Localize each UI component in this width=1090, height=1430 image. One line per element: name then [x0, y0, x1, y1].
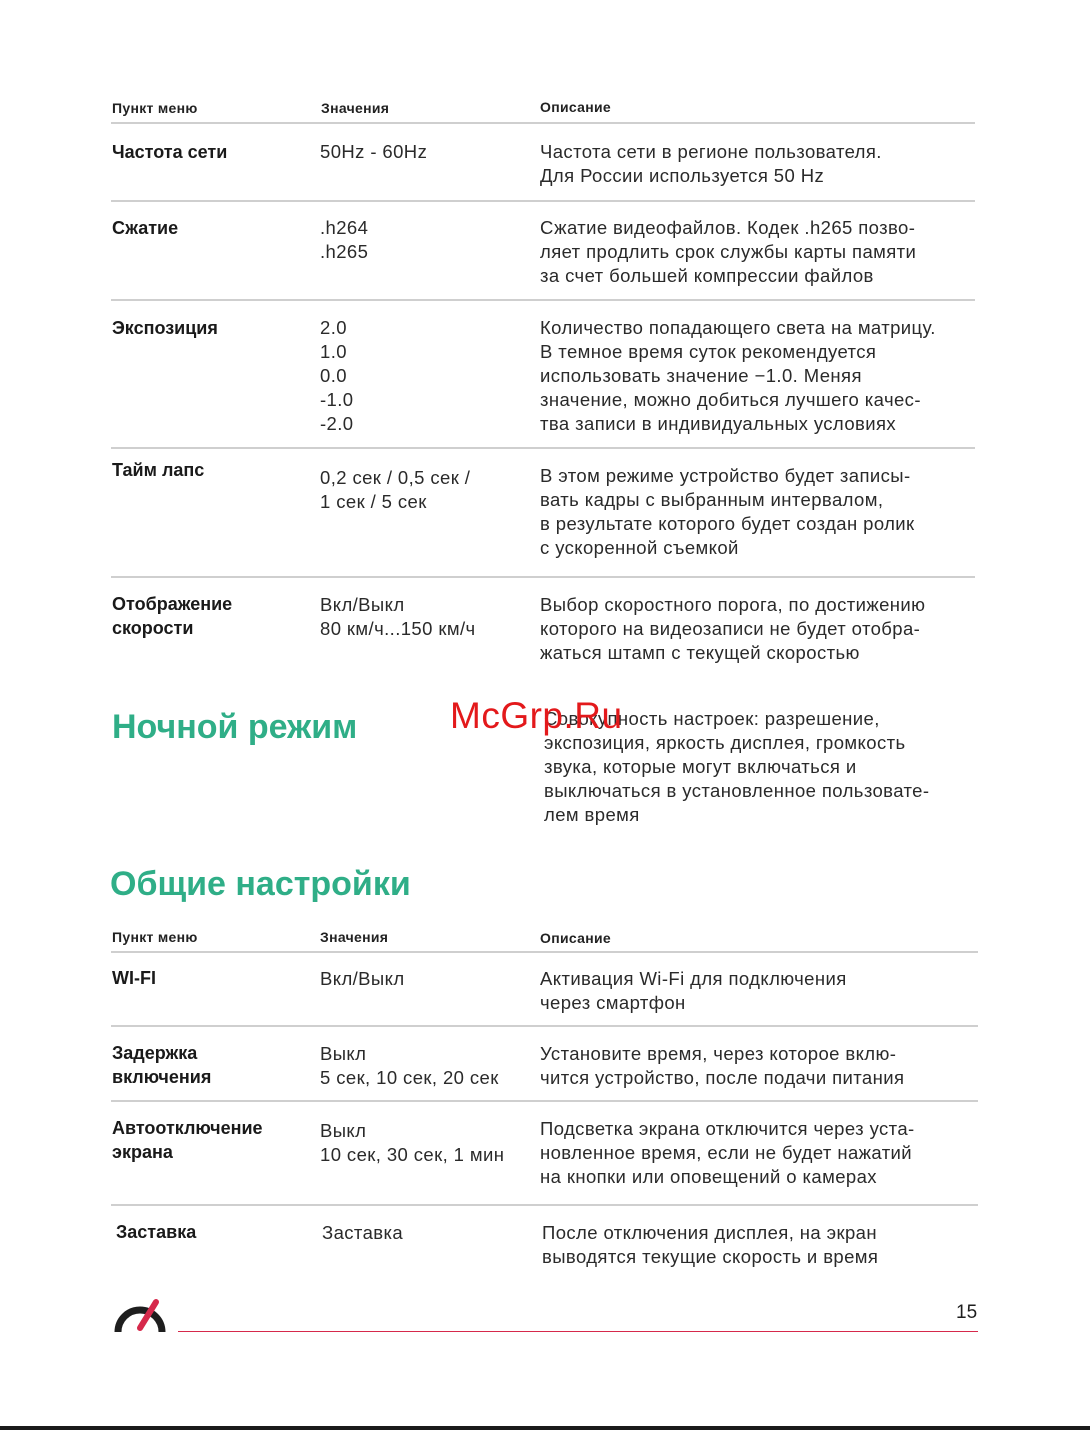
row-values-time-lapse: 0,2 сек / 0,5 сек / 1 сек / 5 сек	[320, 467, 471, 512]
night-mode-title: Ночной режим	[112, 708, 358, 746]
row-values-compression: .h264 .h265	[320, 217, 369, 262]
col-header-description: Описание	[540, 99, 611, 115]
row-divider	[111, 200, 975, 202]
row-values-exposure: 2.0 1.0 0.0 -1.0 -2.0	[320, 317, 354, 434]
row-divider	[111, 1204, 978, 1206]
row-desc-screensaver: После отключения дисплея, на экран выводятся текущие скорость и время	[542, 1222, 879, 1267]
row-name-screensaver: Заставка	[116, 1222, 197, 1242]
scan-edge	[0, 1426, 1090, 1430]
row-divider	[111, 299, 975, 301]
row-name-time-lapse: Тайм лапс	[112, 460, 205, 480]
col-header-description: Описание	[540, 930, 611, 946]
row-values-network-frequency: 50Hz - 60Hz	[320, 141, 428, 162]
row-values-speed-display: Вкл/Выкл 80 км/ч...150 км/ч	[320, 594, 476, 639]
row-name-wifi: WI-FI	[112, 968, 156, 988]
row-desc-wifi: Активация Wi-Fi для подключения через смартфон	[540, 968, 847, 1013]
row-name-network-frequency: Частота сети	[112, 142, 228, 162]
footer-rule	[178, 1331, 978, 1332]
row-name-exposure: Экспозиция	[112, 318, 218, 338]
watermark: McGrp.Ru	[450, 695, 623, 736]
speedometer-icon	[110, 1292, 170, 1336]
row-name-compression: Сжатие	[112, 218, 179, 238]
row-values-screen-auto-off: Выкл 10 сек, 30 сек, 1 мин	[320, 1120, 505, 1165]
row-desc-exposure: Количество попадающего света на матрицу. В темное время суток рекомендуется использовать значение −1.0. Меняя значение, можно добиться лучшего качес- тва записи в индивидуальных условиях	[540, 317, 936, 434]
row-divider	[111, 576, 975, 578]
row-divider	[111, 1025, 978, 1027]
row-desc-speed-display: Выбор скоростного порога, по достижению которого на видеозаписи не будет отобра- жаться штамп с текущей скоростью	[540, 594, 926, 663]
col-header-values: Значения	[320, 929, 389, 945]
header-divider	[111, 122, 975, 124]
header-divider	[111, 951, 978, 953]
row-desc-power-on-delay: Установите время, через которое вклю- чится устройство, после подачи питания	[540, 1043, 905, 1088]
row-desc-screen-auto-off: Подсветка экрана отключится через уста- новленное время, если не будет нажатий на кнопки или оповещений о камерах	[540, 1118, 915, 1187]
page-number: 15	[956, 1302, 978, 1323]
col-header-item: Пункт меню	[112, 100, 198, 116]
night-mode-description: Совокупность настроек: разрешение, экспозиция, яркость дисплея, громкость звука, которые могут включаться и выключаться в установленное пользовате- лем время	[544, 708, 930, 825]
row-divider	[111, 1100, 978, 1102]
col-header-values: Значения	[321, 100, 390, 116]
row-name-power-on-delay: Задержка включения	[112, 1043, 212, 1087]
row-values-wifi: Вкл/Выкл	[320, 968, 405, 989]
general-settings-title: Общие настройки	[110, 865, 411, 903]
row-name-screen-auto-off: Автоотключение экрана	[112, 1118, 263, 1162]
row-desc-compression: Сжатие видеофайлов. Кодек .h265 позво- ляет продлить срок службы карты памяти за счет большей компрессии файлов	[540, 217, 917, 286]
row-desc-time-lapse: В этом режиме устройство будет записы- вать кадры с выбранным интервалом, в результате которого будет создан ролик с ускоренной съемкой	[540, 465, 915, 558]
row-divider	[111, 447, 975, 449]
row-values-power-on-delay: Выкл 5 сек, 10 сек, 20 сек	[320, 1043, 499, 1088]
col-header-item: Пункт меню	[112, 929, 198, 945]
row-name-speed-display: Отображение скорости	[112, 594, 233, 638]
row-values-screensaver: Заставка	[322, 1222, 404, 1243]
row-desc-network-frequency: Частота сети в регионе пользователя. Для России используется 50 Hz	[540, 141, 882, 186]
